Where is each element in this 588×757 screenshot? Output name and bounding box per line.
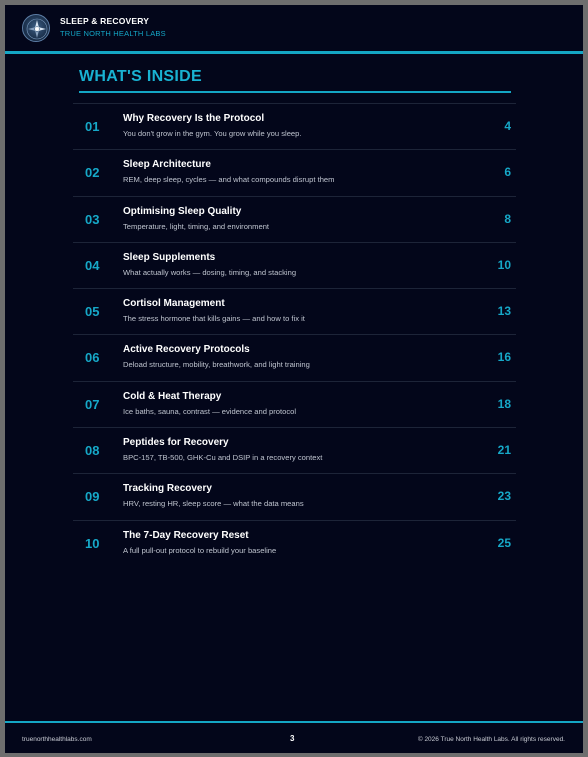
toc-description: A full pull-out protocol to rebuild your baseline — [123, 545, 277, 555]
footer-divider — [5, 721, 583, 723]
toc-title: Tracking Recovery — [123, 483, 212, 495]
toc-description: The stress hormone that kills gains — and how to fix it — [123, 314, 305, 324]
toc-item — [73, 427, 516, 472]
toc-item — [73, 334, 516, 379]
toc-title: Optimising Sleep Quality — [123, 205, 242, 217]
toc-item — [73, 473, 516, 518]
toc-page-number: 23 — [497, 489, 511, 504]
toc-item — [73, 381, 516, 426]
toc-page-number: 18 — [497, 396, 511, 411]
toc-item — [73, 242, 516, 287]
toc-description: BPC-157, TB-500, GHK-Cu and DSIP in a recovery context — [123, 453, 323, 463]
toc-description: HRV, resting HR, sleep score — what the data means — [123, 499, 304, 509]
compass-seal-icon — [22, 14, 50, 42]
toc-item — [73, 196, 516, 241]
toc-number: 04 — [85, 257, 100, 273]
toc-number: 09 — [85, 489, 100, 505]
toc-item — [73, 288, 516, 333]
toc-title: Cold & Heat Therapy — [123, 390, 222, 402]
document-page — [5, 5, 583, 753]
brand-title: SLEEP & RECOVERY — [60, 16, 150, 26]
toc-number: 01 — [85, 119, 100, 134]
toc-description: Temperature, light, timing, and environment — [123, 221, 270, 231]
toc-page-number: 16 — [497, 350, 511, 365]
toc-page-number: 21 — [497, 443, 511, 458]
toc-page-number: 10 — [497, 257, 511, 272]
title-divider — [79, 91, 511, 93]
table-of-contents — [73, 103, 516, 566]
toc-description: Deload structure, mobility, breathwork, and light training — [123, 360, 310, 370]
toc-item — [73, 520, 516, 565]
toc-page-number: 13 — [497, 304, 511, 319]
toc-page-number: 6 — [504, 165, 511, 180]
toc-item — [73, 149, 516, 194]
section-title: WHAT'S INSIDE — [79, 68, 202, 85]
toc-description: You don't grow in the gym. You grow while you sleep. — [123, 129, 302, 138]
toc-description: Ice baths, sauna, contrast — evidence and protocol — [123, 406, 297, 416]
toc-page-number: 8 — [504, 211, 511, 226]
toc-title: Sleep Supplements — [123, 251, 216, 263]
toc-page-number: 25 — [497, 535, 511, 550]
toc-title: Sleep Architecture — [123, 159, 211, 171]
footer-copyright: © 2026 True North Health Labs. All rights reserved. — [417, 736, 565, 743]
toc-title: Cortisol Management — [123, 298, 225, 310]
toc-number: 07 — [85, 396, 100, 412]
toc-number: 10 — [85, 535, 100, 551]
header-divider — [5, 51, 583, 54]
toc-number: 03 — [85, 211, 100, 227]
toc-title: The 7-Day Recovery Reset — [123, 529, 249, 541]
toc-number: 02 — [85, 165, 100, 181]
footer-website: truenorthhealthlabs.com — [22, 736, 92, 743]
toc-page-number: 4 — [504, 119, 511, 133]
toc-description: What actually works — dosing, timing, and stacking — [123, 267, 297, 277]
footer-page-number: 3 — [290, 734, 295, 743]
toc-title: Why Recovery Is the Protocol — [123, 113, 265, 124]
toc-number: 08 — [85, 443, 100, 459]
toc-number: 05 — [85, 304, 100, 320]
brand-subtitle: TRUE NORTH HEALTH LABS — [60, 29, 166, 38]
toc-title: Active Recovery Protocols — [123, 344, 250, 356]
page-header — [5, 5, 583, 53]
toc-description: REM, deep sleep, cycles — and what compounds disrupt them — [123, 175, 335, 185]
toc-item — [73, 103, 516, 148]
toc-title: Peptides for Recovery — [123, 437, 229, 449]
toc-number: 06 — [85, 350, 100, 366]
